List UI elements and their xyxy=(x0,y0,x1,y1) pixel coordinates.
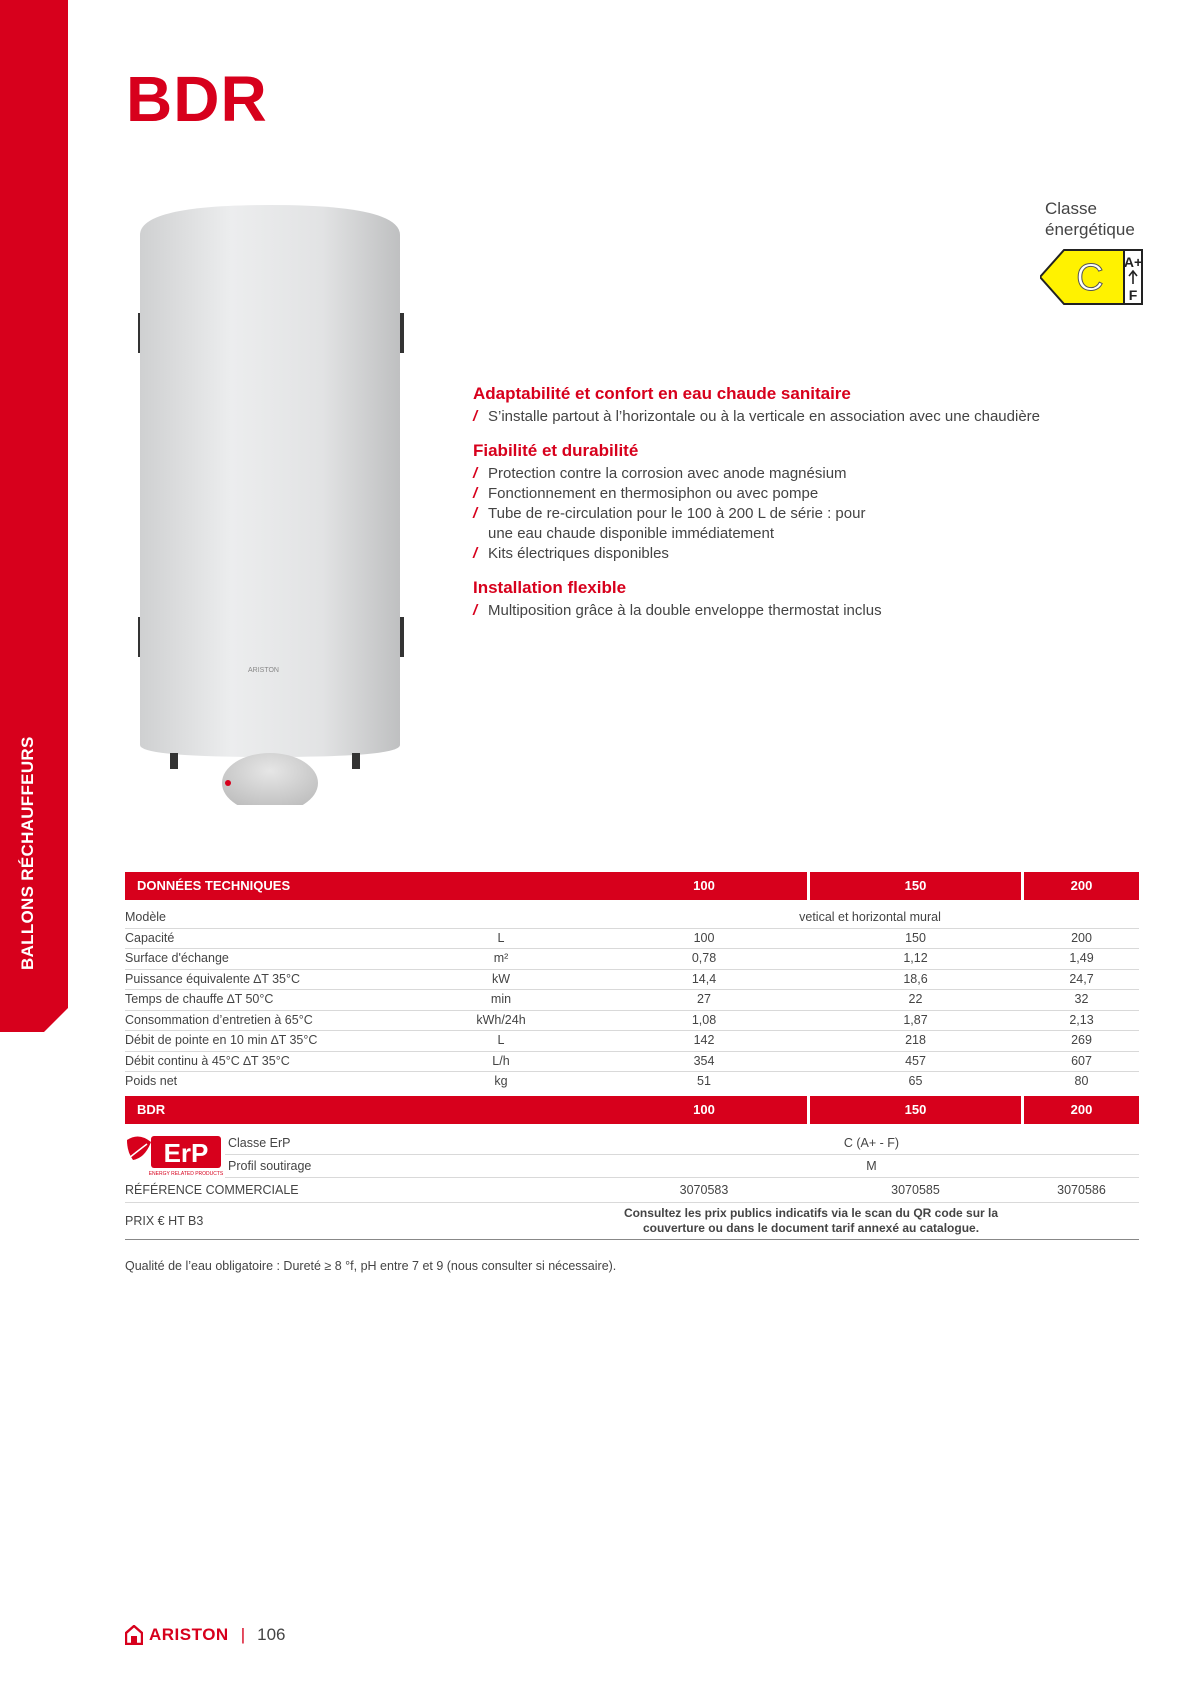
table-row: Modèle vetical et horizontal mural xyxy=(125,908,1139,929)
table-row: Poids net kg 51 65 80 xyxy=(125,1074,1089,1088)
svg-text:ErP: ErP xyxy=(163,1138,209,1168)
svg-text:ENERGY RELATED PRODUCTS: ENERGY RELATED PRODUCTS xyxy=(148,1171,224,1177)
table-row: Consommation d’entretien à 65°C kWh/24h 1,08 1,87 2,13 xyxy=(125,1011,1139,1032)
bdr-table xyxy=(125,1096,1139,1240)
feature-heading: Fiabilité et durabilité xyxy=(473,441,639,460)
table-row: Puissance équivalente ∆T 35°C kW 14,4 18,6 24,7 xyxy=(125,970,1139,991)
feature-item: / Kits électriques disponibles xyxy=(473,544,1113,564)
feature-list xyxy=(473,384,1113,635)
table-row: Débit continu à 45°C ∆T 35°C L/h 354 457 607 xyxy=(125,1052,1139,1073)
energy-class-badge xyxy=(1040,248,1144,306)
footer xyxy=(125,1625,286,1645)
footer-brand: ARISTON xyxy=(149,1625,229,1644)
table-row: PRIX € HT B3 Consultez les prix publics indicatifs via le scan du QR code sur la couverture ou dans le document tarif annexé au catalogue. xyxy=(125,1203,1139,1240)
erp-logo xyxy=(125,1132,225,1178)
feature-item: / S’installe partout à l’horizontale ou à la verticale en association avec une chaudière xyxy=(473,407,1113,427)
water-quality-note: Qualité de l’eau obligatoire : Dureté ≥ 8 °f, pH entre 7 et 9 (nous consulter si nécessaire). xyxy=(125,1259,617,1273)
table-row: Surface d'échange m² 0,78 1,12 1,49 xyxy=(125,949,1139,970)
technical-data-table xyxy=(125,872,1139,1092)
table-header: BDR 100 150 200 xyxy=(125,1096,1139,1124)
feature-heading: Installation flexible xyxy=(473,578,627,597)
footer-separator: | xyxy=(240,1625,246,1644)
price-note: Consultez les prix publics indicatifs via le scan du QR code sur la couverture ou dans le document tarif annexé au catalogue. xyxy=(623,1206,999,1235)
feature-item: / Fonctionnement en thermosiphon ou avec pompe xyxy=(473,484,1113,504)
heater-brand-label: ARISTON xyxy=(248,667,279,674)
table-row: RÉFÉRENCE COMMERCIALE 3070583 3070585 3070586 xyxy=(125,1178,1139,1203)
feature-item: / Tube de re-circulation pour le 100 à 200 L de série : pour une eau chaude disponible immédiatement xyxy=(473,504,868,544)
energy-top-class: A+ xyxy=(1123,254,1143,270)
side-tab-label: BALLONS RÉCHAUFFEURS xyxy=(18,736,37,970)
table-header: DONNÉES TECHNIQUES 100 150 200 xyxy=(125,872,1139,900)
page-title: BDR xyxy=(126,63,268,135)
energy-class-label: Classe énergétique xyxy=(1045,199,1135,239)
table-row: Profil soutirage M xyxy=(225,1155,1139,1178)
water-heater-image xyxy=(130,205,420,805)
feature-item: / Protection contre la corrosion avec anode magnésium xyxy=(473,464,1113,484)
table-row: Classe ErP C (A+ - F) xyxy=(225,1132,1139,1155)
table-row: Débit de pointe en 10 min ∆T 35°C L 142 218 269 xyxy=(125,1031,1139,1052)
energy-bottom-class: F xyxy=(1128,287,1138,303)
energy-class-letter: C xyxy=(1076,257,1104,299)
ariston-logo-icon xyxy=(125,1625,143,1645)
table-row: Capacité L 100 150 200 xyxy=(125,929,1139,950)
feature-heading: Adaptabilité et confort en eau chaude sanitaire xyxy=(473,384,851,403)
page-number: 106 xyxy=(257,1625,286,1644)
feature-item: / Multiposition grâce à la double enveloppe thermostat inclus xyxy=(473,601,1113,621)
table-row: Temps de chauffe ∆T 50°C min 27 22 32 xyxy=(125,990,1139,1011)
